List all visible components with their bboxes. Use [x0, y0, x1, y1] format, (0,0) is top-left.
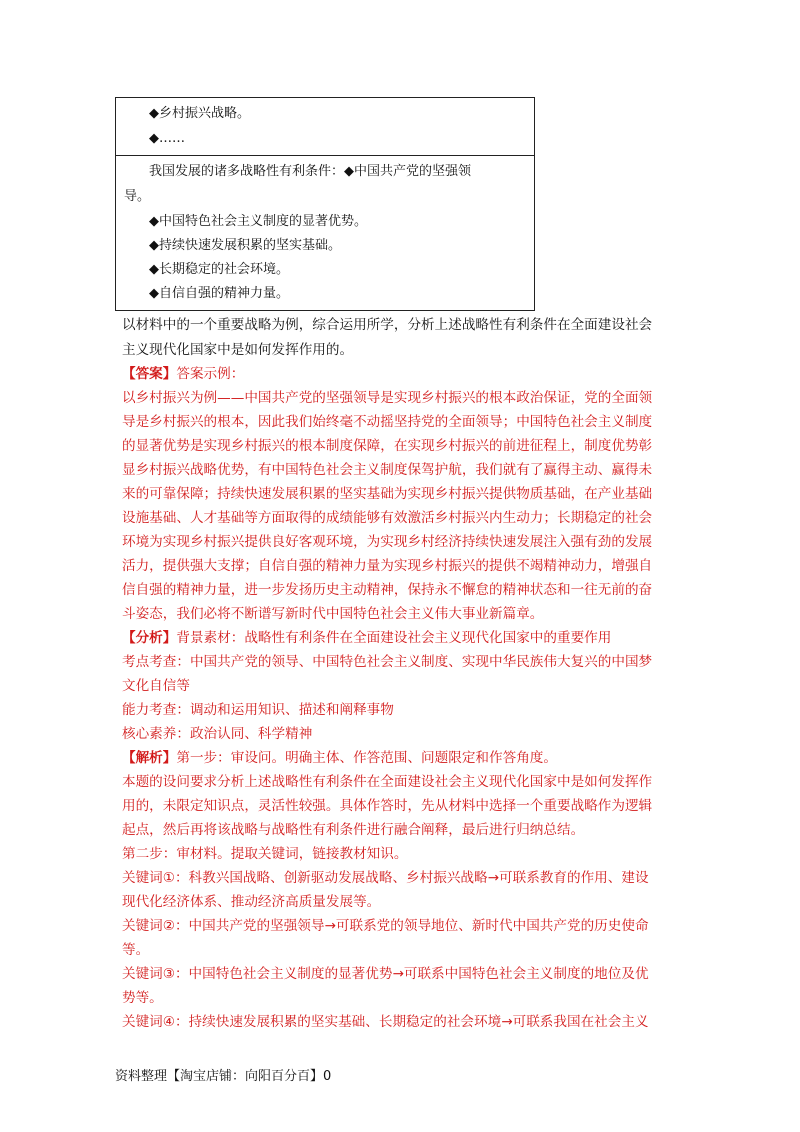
answer-line: 显乡村振兴战略优势，有中国特色社会主义制度保驾护航，我们就有了赢得主动、赢得未: [122, 462, 653, 478]
analysis-point: 考点考查：中国共产党的领导、中国特色社会主义制度、实现中华民族伟大复兴的中国梦: [122, 654, 653, 670]
answer-line: 斗姿态，我们必将不断谱写新时代中国特色社会主义伟大事业新篇章。: [122, 606, 544, 622]
explanation-line: 用的，未限定知识点，灵活性较强。具体作答时，先从材料中选择一个重要战略作为逻辑: [122, 798, 653, 814]
keyword-line: 势等。: [122, 990, 163, 1006]
answer-heading: [122, 365, 244, 383]
explanation-step1: 第一步：审设问。明确主体、作答范围、问题限定和作答角度。: [176, 750, 557, 766]
material-line: ◆持续快速发展积累的坚实基础。: [149, 238, 341, 253]
answer-label: 【答案】: [122, 366, 177, 382]
keyword-line: 关键词④：持续快速发展积累的坚实基础、长期稳定的社会环境→可联系我国在社会主义: [122, 1014, 649, 1030]
answer-title: 答案示例：: [176, 366, 245, 382]
explanation-label: 【解析】: [122, 750, 177, 766]
keyword-line: 关键词①：科教兴国战略、创新驱动发展战略、乡村振兴战略→可联系教育的作用、建设: [122, 870, 649, 886]
material-line: 我国发展的诸多战略性有利条件：◆中国共产党的坚强领: [149, 164, 471, 179]
material-line: ◆自信自强的精神力量。: [149, 286, 289, 301]
answer-line: 信自强的精神力量，进一步发扬历史主动精神，保持永不懈怠的精神状态和一往无前的奋: [122, 582, 653, 598]
analysis-text: 背景素材：战略性有利条件在全面建设社会主义现代化国家中的重要作用: [176, 630, 612, 646]
analysis-point: 能力考查：调动和运用知识、描述和阐释事物: [122, 702, 394, 718]
material-box: [115, 97, 535, 311]
answer-line: 的显著优势是实现乡村振兴的根本制度保障，在实现乡村振兴的前进征程上，制度优势彰: [122, 438, 653, 454]
explanation-step2: 第二步：审材料。提取关键词，链接教材知识。: [122, 846, 408, 862]
answer-line: 以乡村振兴为例——中国共产党的坚强领导是实现乡村振兴的根本政治保证，党的全面领: [122, 390, 653, 406]
material-line: ◆长期稳定的社会环境。: [149, 262, 289, 277]
analysis-heading: [122, 629, 611, 647]
material-line: ◆……: [149, 131, 185, 146]
analysis-point: 核心素养：政治认同、科学精神: [122, 726, 313, 742]
material-line: ◆中国特色社会主义制度的显著优势。: [149, 214, 367, 229]
keyword-line: 现代化经济体系、推动经济高质量发展等。: [122, 894, 381, 910]
box-divider: [116, 155, 534, 156]
answer-line: 活力，提供强大支撑；自信自强的精神力量为实现乡村振兴的提供不竭精神动力，增强自: [122, 558, 653, 574]
explanation-line: 起点，然后再将该战略与战略性有利条件进行融合阐释，最后进行归纳总结。: [122, 822, 585, 838]
keyword-line: 关键词③：中国特色社会主义制度的显著优势→可联系中国特色社会主义制度的地位及优: [122, 966, 649, 982]
explanation-line: 本题的设问要求分析上述战略性有利条件在全面建设社会主义现代化国家中是如何发挥作: [122, 774, 653, 790]
answer-line: 环境为实现乡村振兴提供良好客观环境，为实现乡村经济持续快速发展注入强有劲的发展: [122, 534, 653, 550]
explanation-heading: [122, 749, 557, 767]
analysis-point: 文化自信等: [122, 678, 190, 694]
question-line: 以材料中的一个重要战略为例，综合运用所学，分析上述战略性有利条件在全面建设社会: [122, 317, 653, 333]
answer-line: 导是乡村振兴的根本，因此我们始终毫不动摇坚持党的全面领导；中国特色社会主义制度: [122, 414, 653, 430]
keyword-line: 等。: [122, 942, 150, 958]
material-line: ◆乡村振兴战略。: [149, 106, 250, 121]
keyword-line: 关键词②：中国共产党的坚强领导→可联系党的领导地位、新时代中国共产党的历史使命: [122, 918, 649, 934]
answer-line: 设施基础、人才基础等方面取得的成绩能够有效激活乡村振兴内生动力；长期稳定的社会: [122, 510, 653, 526]
question-line: 主义现代化国家中是如何发挥作用的。: [122, 342, 354, 358]
footer-text: 资料整理【淘宝店铺：向阳百分百】0: [115, 1069, 332, 1084]
answer-line: 来的可靠保障；持续快速发展积累的坚实基础为实现乡村振兴提供物质基础，在产业基础: [122, 486, 653, 502]
analysis-label: 【分析】: [122, 630, 177, 646]
material-line: 导。: [124, 189, 151, 204]
